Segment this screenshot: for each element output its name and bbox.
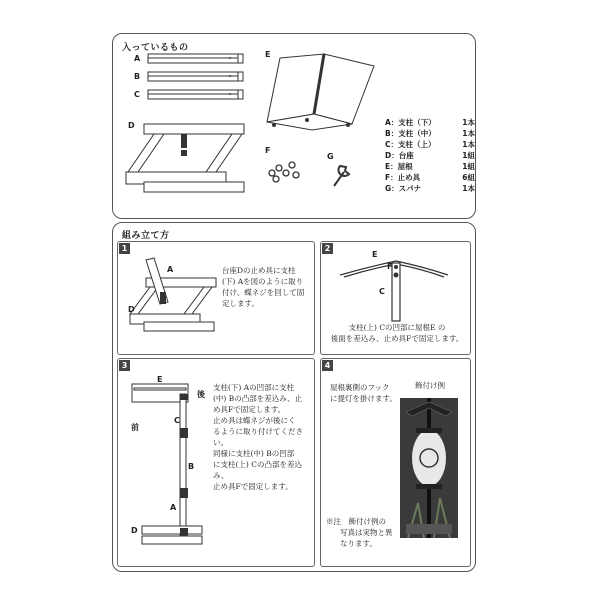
step-4-example-label: 飾付け例 <box>415 381 445 390</box>
parts-list-item: A：支柱（下） 1本 <box>385 118 475 127</box>
step-3-label-a: A <box>170 503 177 512</box>
fasteners-illustration <box>266 153 306 183</box>
step-1-text: 台座Dの止め具に支柱 (下) Aを図のように取り 付け、蝶ネジを回して固 定します。 <box>222 266 305 308</box>
lantern-photo-illustration <box>400 398 458 538</box>
label-f: F <box>265 146 271 155</box>
step-3-label-back: 後 <box>197 390 205 399</box>
step-3-label-e: E <box>157 375 163 384</box>
post-parts-illustration <box>140 52 250 102</box>
step-3-text: 支柱(下) Aの凹部に支柱 (中) Bの凸部を差込み、止 め具Fで固定します。 止め具は蝶ネジが後にく るように取り付けてください。 同様に支柱(中) Bの凹部 に支柱(上) Cの凸部を差込み、 止め具Fで固定します。 <box>213 383 303 491</box>
step-3-label-front: 前 <box>131 423 139 432</box>
label-d: D <box>128 121 135 130</box>
step-4-number: 4 <box>322 360 333 371</box>
label-b: B <box>134 72 141 81</box>
step-4-note: ※注 飾付け例の 写真は実物と異 なります。 <box>326 517 393 548</box>
base-illustration <box>124 120 249 200</box>
step-3-label-c: C <box>174 416 180 425</box>
step-3-label-d: D <box>131 526 138 535</box>
step-3-number: 3 <box>119 360 130 371</box>
label-e: E <box>265 50 271 59</box>
spanner-icon <box>330 160 354 188</box>
parts-list-item: C：支柱（上） 1本 <box>385 140 475 149</box>
step-2-illustration <box>338 255 450 323</box>
example-photo <box>400 398 458 538</box>
step-2-label-f: F <box>387 262 393 271</box>
parts-list-item: G：スパナ 1本 <box>385 184 475 193</box>
step-3-label-b: B <box>188 462 195 471</box>
step-1-label-d: D <box>128 305 135 314</box>
parts-list-item: D：台座 1組 <box>385 151 475 160</box>
step-2-number: 2 <box>322 243 333 254</box>
parts-list-item: E：屋根 1組 <box>385 162 475 171</box>
parts-list-item: B：支柱（中） 1本 <box>385 129 475 138</box>
step-1-label-a: A <box>167 265 174 274</box>
parts-list <box>385 117 475 194</box>
step-4-text: 屋根裏側のフック に提灯を掛けます。 <box>330 383 397 403</box>
step-1-number: 1 <box>119 243 130 254</box>
contents-title: 入っているもの <box>122 43 189 53</box>
assembly-title: 組み立て方 <box>122 231 170 241</box>
step-2-label-c: C <box>379 287 385 296</box>
label-a: A <box>134 54 141 63</box>
step-2-label-e: E <box>372 250 378 259</box>
label-g: G <box>327 152 334 161</box>
parts-list-item: F：止め具 6組 <box>385 173 475 182</box>
label-c: C <box>134 90 140 99</box>
roof-illustration <box>262 52 382 137</box>
step-2-text: 支柱(上) Cの凹部に屋根E の 後面を差込み、止め具Fで固定します。 <box>330 323 464 343</box>
